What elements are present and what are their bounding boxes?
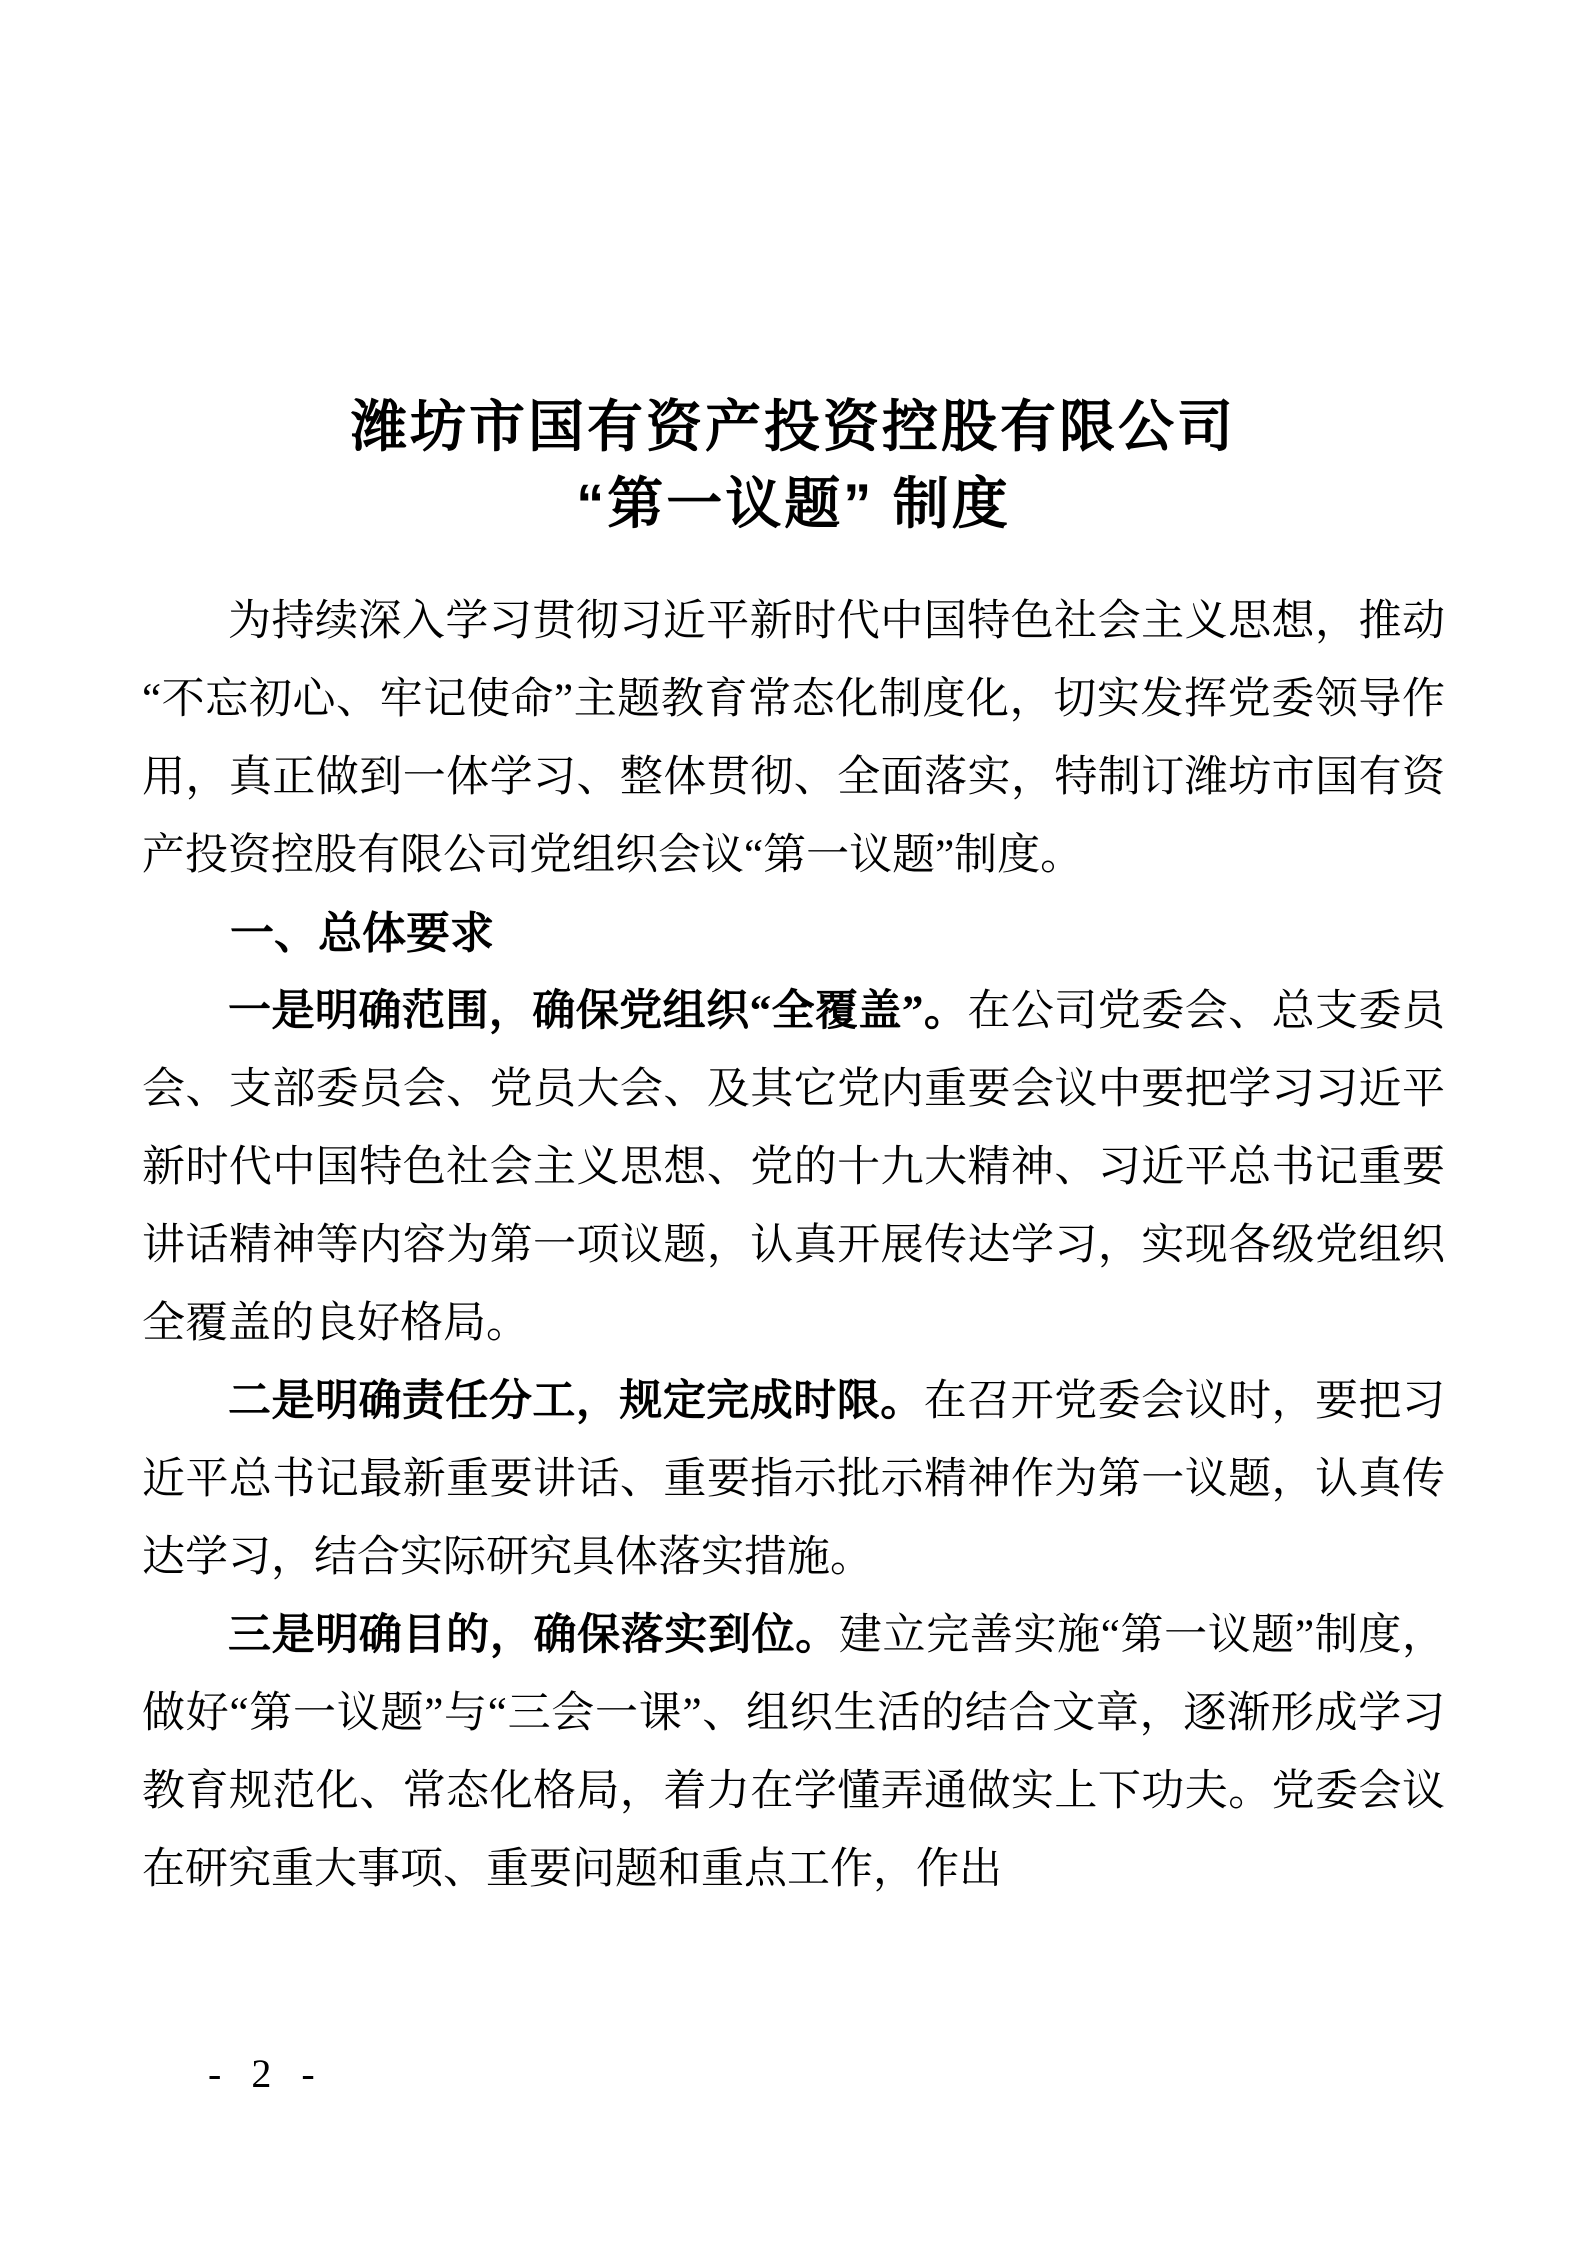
item-paragraph-1 — [142, 973, 1445, 1363]
item-paragraph-2 — [142, 1363, 1445, 1597]
document-title-line2: “第一议题” 制度 — [576, 471, 1011, 535]
document-body — [142, 583, 1445, 1909]
item-2-text: 在召开党委会议时，要把习近平总书记最新重要讲话、重要指示批示精神作为第一议题，认真传达学习，结合实际研究具体落实措施。 — [142, 1378, 1446, 1581]
section-heading-general-requirements: 一、总体要求 — [230, 909, 494, 958]
intro-paragraph: 为持续深入学习贯彻习近平新时代中国特色社会主义思想，推动“不忘初心、牢记使命”主题教育常态化制度化，切实发挥党委领导作用，真正做到一体学习、整体贯彻、全面落实，特制订潍坊市国有资产投资控股有限公司党组织会议“第一议题”制度。 — [142, 598, 1445, 879]
document-title — [142, 388, 1445, 542]
item-1-lead: 一是明确范围，确保党组织“全覆盖”。 — [228, 988, 968, 1035]
document-title-line1: 潍坊市国有资产投资控股有限公司 — [351, 394, 1236, 458]
item-3-text: 建立完善实施“第一议题”制度，做好“第一议题”与“三会一课”、组织生活的结合文章，逐渐形成学习教育规范化、常态化格局，着力在学懂弄通做实上下功夫。党委会议在研究重大事项、重要问题和重点工作，作出 — [142, 1612, 1446, 1893]
item-2-lead: 二是明确责任分工，规定完成时限。 — [228, 1378, 924, 1425]
item-1-text: 在公司党委会、总支委员会、支部委员会、党员大会、及其它党内重要会议中要把学习习近平新时代中国特色社会主义思想、党的十九大精神、习近平总书记重要讲话精神等内容为第一项议题，认真开展传达学习，实现各级党组织全覆盖的良好格局。 — [142, 988, 1446, 1347]
page-number: - 2 - — [208, 2051, 325, 2096]
item-3-lead: 三是明确目的，确保落实到位。 — [228, 1612, 839, 1659]
item-paragraph-3 — [142, 1597, 1445, 1909]
